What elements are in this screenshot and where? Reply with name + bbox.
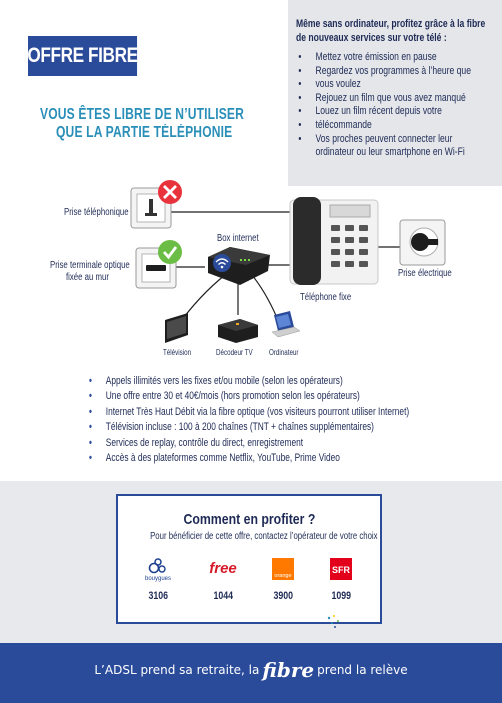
sfr-logo-text: SFR xyxy=(332,565,350,575)
intro-line-1: Même sans ordinateur, profitez grâce à la fibre xyxy=(296,18,486,30)
orange-number: 3900 xyxy=(273,590,293,602)
operator-logos xyxy=(118,556,380,586)
intro-text xyxy=(296,17,487,45)
bouygues-number: 3106 xyxy=(148,590,168,602)
bouygues-logo-text: bouygues xyxy=(144,576,172,582)
cross-status-icon xyxy=(158,180,182,204)
feature-item: • Internet Très Haut Débit via la fibre optique (vos visiteurs pourront utiliser Internet) xyxy=(86,405,420,420)
television-icon xyxy=(165,313,188,343)
feature-item: • Services de replay, contrôle du direct, enregistrement xyxy=(86,436,420,451)
label-electric-socket: Prise électrique xyxy=(398,268,452,279)
page-title xyxy=(28,36,137,76)
bouygues-logo xyxy=(145,559,171,582)
benefit-item: • Vos proches peuvent connecter leur xyxy=(296,133,487,147)
benefit-item: ordinateur ou leur smartphone en Wi-Fi xyxy=(315,146,465,159)
cta-title xyxy=(118,511,380,528)
intro-line-2: de nouveaux services sur votre télé : xyxy=(296,32,447,44)
label-optical-socket-1: Prise terminale optique xyxy=(50,260,130,271)
cta-subtitle xyxy=(118,531,380,542)
benefit-item: • Rejouez un film que vous avez manqué xyxy=(296,92,487,106)
benefit-item: • Mettez votre émission en pause xyxy=(296,51,487,65)
free-logo xyxy=(209,560,237,577)
internet-box-icon xyxy=(208,247,270,285)
free-number: 1044 xyxy=(213,590,233,602)
label-landline-phone: Téléphone fixe xyxy=(300,292,352,303)
subtitle-line-2: QUE LA PARTIE TÉLÉPHONIE xyxy=(56,124,233,141)
label-telephone-socket: Prise téléphonique xyxy=(64,207,129,218)
check-status-icon xyxy=(158,240,182,264)
electric-socket-icon xyxy=(400,220,445,265)
footer-text-after: prend la relève xyxy=(317,663,408,677)
fibre-brand: fibre xyxy=(262,658,315,682)
footer-banner xyxy=(0,643,502,703)
label-internet-box: Box internet xyxy=(217,233,259,244)
benefit-item: • vous voulez xyxy=(296,78,487,92)
features-list xyxy=(86,374,420,466)
sfr-number: 1099 xyxy=(331,590,351,602)
subtitle-line-1: VOUS ÊTES LIBRE DE N’UTILISER xyxy=(40,106,245,123)
orange-logo-text: orange xyxy=(274,573,292,579)
cta-subtitle-text: Pour bénéficier de cette offre, contactez l’opérateur de votre choix xyxy=(150,531,378,542)
benefit-item: • Louez un film récent depuis votre xyxy=(296,105,487,119)
cta-box xyxy=(116,494,382,624)
benefit-item: • télécommande xyxy=(296,119,487,133)
footer-slogan xyxy=(0,643,502,697)
feature-item: • Appels illimités vers les fixes et/ou mobile (selon les opérateurs) xyxy=(86,374,420,389)
cta-title-text: Comment en profiter ? xyxy=(183,511,315,528)
benefits-list xyxy=(296,51,487,160)
footer-text-before: L’ADSL prend sa retraite, la xyxy=(94,663,260,677)
free-logo-text: free xyxy=(209,560,237,577)
benefit-item: • Regardez vos programmes à l’heure que xyxy=(296,65,487,79)
feature-item: • Télévision incluse : 100 à 200 chaînes (TNT + chaînes supplémentaires) xyxy=(86,420,420,435)
label-computer: Ordinateur xyxy=(269,348,299,357)
decorative-dots-icon xyxy=(324,612,344,632)
landline-phone-icon xyxy=(290,197,378,285)
label-television: Télévision xyxy=(163,348,192,357)
label-optical-socket-2: fixée au mur xyxy=(66,272,109,283)
feature-item: • Une offre entre 30 et 40€/mois (hors promotion selon les opérateurs) xyxy=(86,389,420,404)
computer-icon xyxy=(272,311,300,337)
page-title-text: OFFRE FIBRE xyxy=(27,44,138,67)
sfr-logo xyxy=(330,558,352,580)
feature-item: • Accès à des plateformes comme Netflix, YouTube, Prime Video xyxy=(86,451,420,466)
label-decoder: Décodeur TV xyxy=(216,348,253,357)
orange-logo xyxy=(272,558,294,580)
tv-decoder-icon xyxy=(218,319,258,343)
